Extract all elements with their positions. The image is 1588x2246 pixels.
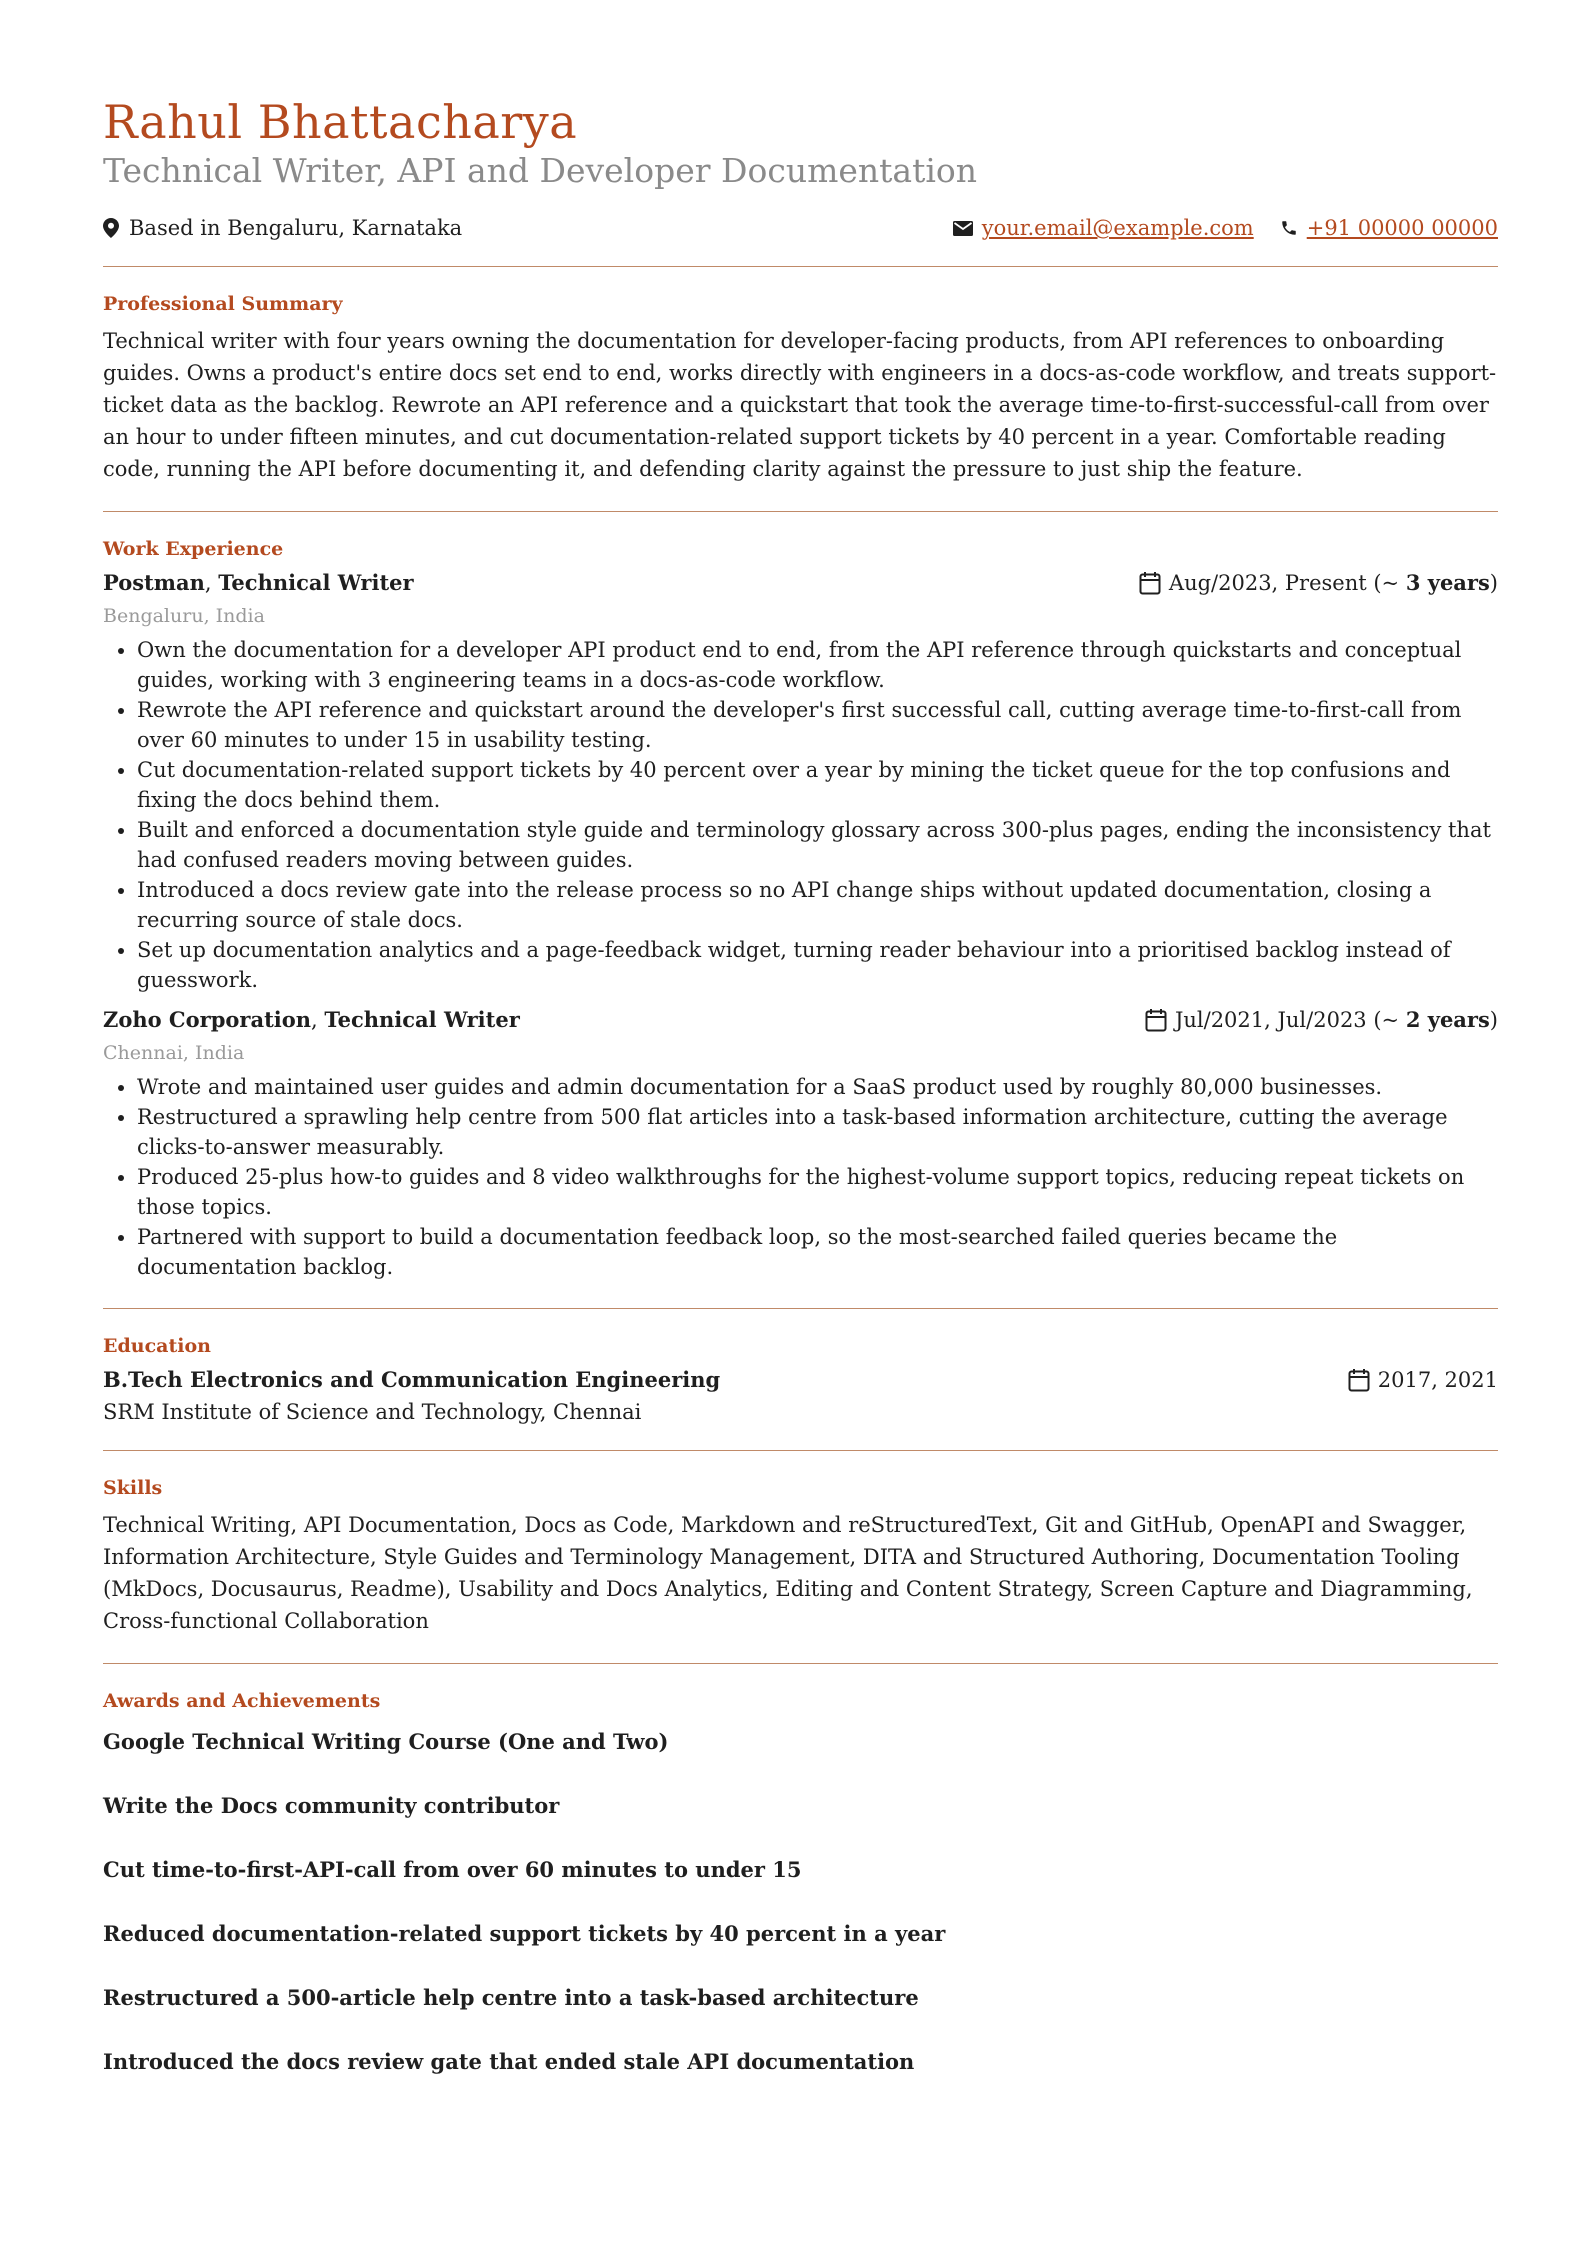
section-title: Awards and Achievements — [103, 1690, 381, 1713]
candidate-name: Rahul Bhattacharya — [103, 95, 578, 149]
job-dates — [1139, 570, 1498, 595]
degree: B.Tech Electronics and Communication Engineering — [103, 1367, 721, 1393]
award-item: Introduced the docs review gate that ended stale API documentation — [103, 2049, 915, 2075]
list-item: • Set up documentation analytics and a page-feedback widget, turning reader behaviour into a prioritised backlog instead of guesswork. — [137, 935, 1498, 995]
award-item: Write the Docs community contributor — [103, 1793, 560, 1819]
section-title: Work Experience — [103, 538, 284, 561]
experience-section — [103, 538, 1498, 1282]
award-item: Restructured a 500-article help centre into a task-based architecture — [103, 1985, 919, 2011]
location-text: Based in Bengaluru, Karnataka — [129, 216, 463, 241]
candidate-headline: Technical Writer, API and Developer Documentation — [103, 150, 978, 190]
phone-link[interactable]: +91 00000 00000 — [1306, 216, 1498, 241]
list-item: • Own the documentation for a developer API product end to end, from the API reference through quickstarts and conceptual guides, working with 3 engineering teams in a docs-as-code workflow. — [137, 635, 1498, 695]
section-title: Skills — [103, 1477, 163, 1500]
job-dates — [1145, 1007, 1498, 1032]
job-entry — [103, 570, 1498, 995]
job-company: Postman — [103, 570, 205, 596]
education-section — [103, 1335, 1498, 1424]
skills-text: Technical Writing, API Documentation, Docs as Code, Markdown and reStructuredText, Git and GitHub, OpenAPI and Swagger, Information Architecture, Style Guides and Terminology Management, DITA and Structured Authoring, Documentation Tooling (MkDocs, Docusaurus, Readme), Usability and Docs Analytics, Editing and Content Strategy, Screen Capture and Diagramming, Cross-functional Collaboration — [103, 1513, 1473, 1634]
contact-links — [953, 216, 1498, 240]
job-company: Zoho Corporation — [103, 1007, 312, 1033]
job-date-close: ) — [1489, 571, 1498, 596]
job-role: Technical Writer — [324, 1007, 520, 1033]
education-header — [103, 1367, 1498, 1392]
job-header — [103, 570, 1498, 595]
phone-icon — [1280, 219, 1298, 237]
award-item: Cut time-to-first-API-call from over 60 minutes to under 15 — [103, 1857, 802, 1883]
location — [103, 216, 462, 240]
list-item: • Wrote and maintained user guides and admin documentation for a SaaS product used by roughly 80,000 businesses. — [137, 1072, 1498, 1102]
list-item: • Restructured a sprawling help centre from 500 flat articles into a task-based information architecture, cutting the average clicks-to-answer measurably. — [137, 1102, 1498, 1162]
list-item: • Partnered with support to build a documentation feedback loop, so the most-searched failed queries became the documentation backlog. — [137, 1222, 1498, 1282]
summary-section — [103, 293, 1498, 485]
school-name: SRM Institute of Science and Technology, Chennai — [103, 1400, 642, 1425]
section-title: Education — [103, 1335, 211, 1358]
email — [953, 216, 1254, 240]
job-location: Bengaluru, India — [103, 605, 265, 628]
section-title: Professional Summary — [103, 293, 343, 316]
phone — [1280, 216, 1498, 240]
education-dates — [1348, 1368, 1498, 1392]
award-item: Reduced documentation-related support tickets by 40 percent in a year — [103, 1921, 946, 1947]
education-date-range: 2017, 2021 — [1377, 1367, 1498, 1392]
job-bullets — [103, 635, 1498, 995]
divider — [103, 1663, 1498, 1664]
summary-text: Technical writer with four years owning the documentation for developer-facing products, from API references to onboarding guides. Owns a product's entire docs set end to end, works directly with engineers in a docs-as-code workflow, and treats support-ticket data as the backlog. Rewrote an API reference and a quickstart that took the average time-to-first-successful-call from over an hour to under fifteen minutes, and cut documentation-related support tickets by 40 percent in a year. Comfortable reading code, running the API before documenting it, and defending clarity against the pressure to just ship the feature. — [103, 329, 1497, 482]
job-date-close: ) — [1489, 1008, 1498, 1033]
divider — [103, 266, 1498, 267]
skills-section — [103, 1477, 1498, 1637]
mail-icon — [953, 221, 973, 236]
list-item: • Cut documentation-related support tickets by 40 percent over a year by mining the ticket queue for the top confusions and fixing the docs behind them. — [137, 755, 1498, 815]
calendar-icon — [1139, 571, 1161, 595]
divider — [103, 1308, 1498, 1309]
divider — [103, 511, 1498, 512]
list-item: • Produced 25-plus how-to guides and 8 video walkthroughs for the highest-volume support topics, reducing repeat tickets on those topics. — [137, 1162, 1498, 1222]
divider — [103, 1450, 1498, 1451]
job-duration: 2 years — [1405, 1007, 1490, 1033]
contact-row — [103, 216, 1498, 240]
job-bullets — [103, 1072, 1498, 1282]
location-pin-icon — [103, 218, 119, 238]
list-item: • Introduced a docs review gate into the release process so no API change ships without updated documentation, closing a recurring source of stale docs. — [137, 875, 1498, 935]
job-role: Technical Writer — [218, 570, 414, 596]
awards-section — [103, 1690, 1498, 2110]
calendar-icon — [1348, 1368, 1370, 1392]
job-title: Postman, Technical Writer — [103, 570, 414, 596]
job-date-range: Jul/2021, Jul/2023 (~ — [1174, 1008, 1406, 1033]
awards-list — [103, 1726, 1498, 2110]
job-date-range: Aug/2023, Present (~ — [1168, 571, 1406, 596]
job-header — [103, 1007, 1498, 1032]
job-location: Chennai, India — [103, 1042, 245, 1065]
award-item: Google Technical Writing Course (One and Two) — [103, 1729, 669, 1755]
job-title: Zoho Corporation, Technical Writer — [103, 1007, 520, 1033]
calendar-icon — [1145, 1008, 1167, 1032]
list-item: • Built and enforced a documentation style guide and terminology glossary across 300-plus pages, ending the inconsistency that had confused readers moving between guides. — [137, 815, 1498, 875]
job-duration: 3 years — [1405, 570, 1490, 596]
email-link[interactable]: your.email@example.com — [981, 216, 1254, 241]
list-item: • Rewrote the API reference and quickstart around the developer's first successful call, cutting average time-to-first-call from over 60 minutes to under 15 in usability testing. — [137, 695, 1498, 755]
job-entry — [103, 1007, 1498, 1282]
